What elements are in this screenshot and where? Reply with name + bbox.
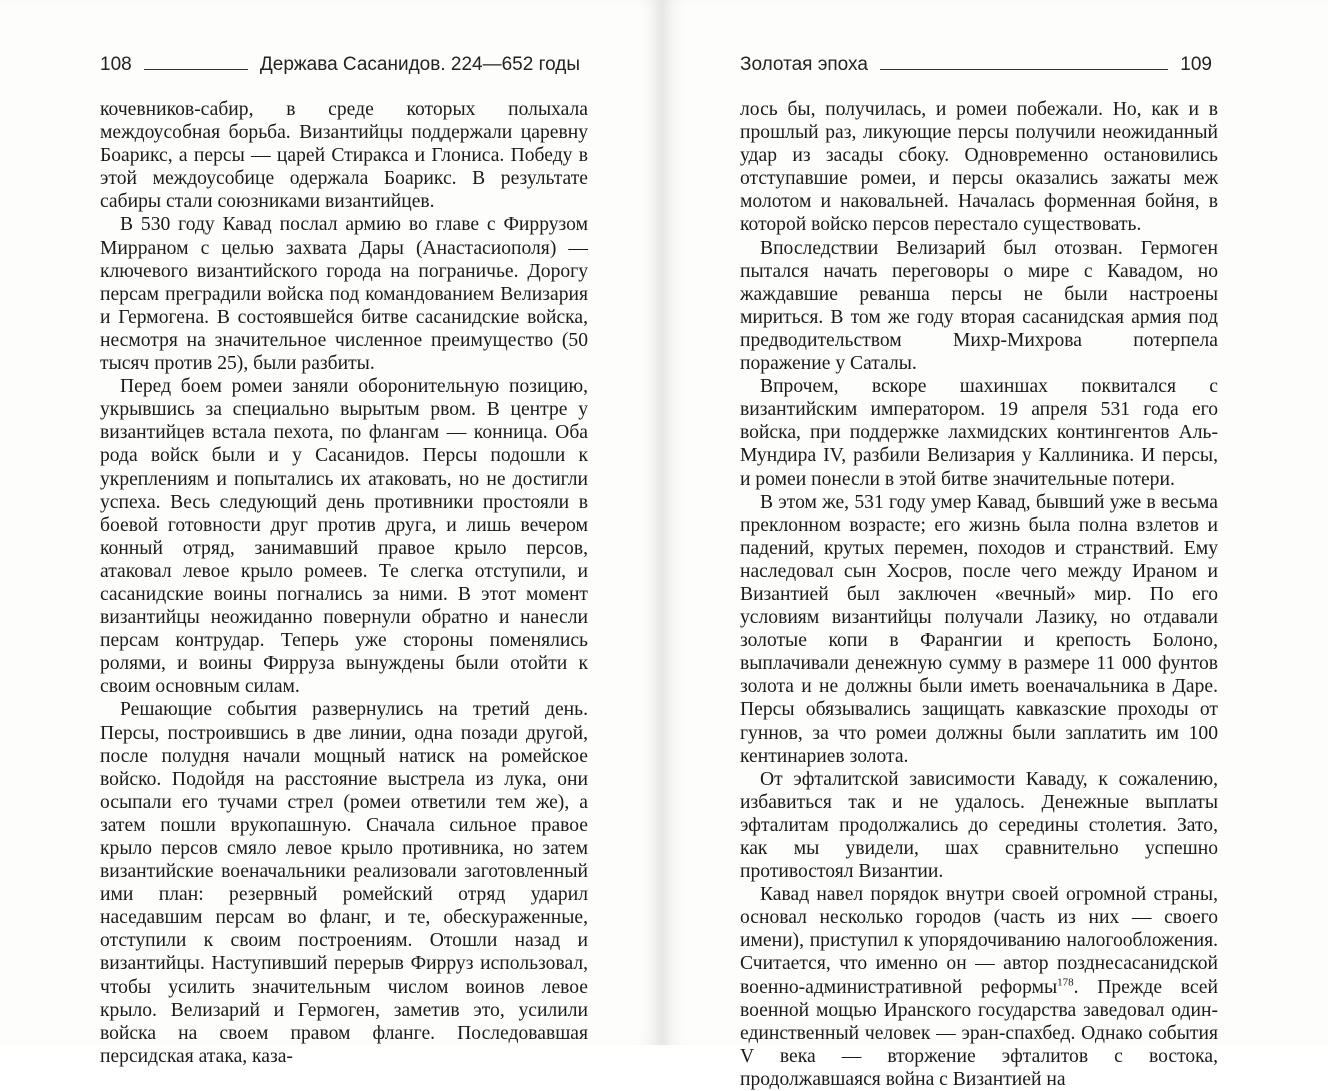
left-page [0, 0, 662, 1067]
paragraph: кочевников-сабир, в среде которых полыхала междоусобная борьба. Византийцы поддержали царевну Боарикс, а персы — царей Стиракса и Глониса. Победу в этой междоусобице одержала Боарикс. В результате сабиры стали союзниками византийцев. [100, 99, 588, 213]
right-page-header [740, 50, 1212, 76]
paragraph: Решающие события развернулись на третий день. Персы, построившись в две линии, одна позади другой, после полудня начали мощный натиск на ромейское войско. Подойдя на расстояние выстрела из лука, они осыпали его тучами стрел (ромеи ответили тем же), а затем пошли врукопашную. Сначала сильное правое крыло персов смяло левое крыло противника, но затем византийские военачальники реализовали заготовленный ими план: резервный ромейский отряд ударил наседавшим персам во фланг, и те, обескураженные, отступили к своим построениям. Отошли назад и византийцы. Наступивший перерыв Фирруз использовал, чтобы усилить значительным числом воинов левое крыло. Велизарий и Гермоген, заметив это, усилили войска на своем правом фланге. Последовавшая персидская атака, каза- [100, 699, 588, 1067]
right-page-number: 109 [1180, 54, 1212, 75]
header-rule [144, 69, 248, 70]
right-page-body [740, 98, 1218, 1091]
paragraph: В 530 году Кавад послал армию во главе с Фиррузом Мирраном с целью захвата Дары (Анастасиополя) — ключевого византийского города на пограничье. Дорогу персам преградили войска под командованием Велизария и Гермогена. В состоявшейся битве сасанидские войска, несмотря на значительное численное преимущество (50 тысяч против 25), были разбиты. [100, 214, 588, 375]
right-running-head: Золотая эпоха [740, 54, 868, 75]
paragraph: лось бы, получилась, и ромеи побежали. Но, как и в прошлый раз, ликующие персы получили неожиданный удар из засады сбоку. Одновременно остановились отступавшие ромеи, и персы оказались зажаты меж молотом и наковальней. Началась форменная бойня, в которой войско персов перестало существовать. [740, 99, 1218, 236]
paragraph: От эфталитской зависимости Каваду, к сожалению, избавиться так и не удалось. Денежные выплаты эфталитам продолжались до середины столетия. Зато, как мы увидели, шах сравнительно успешно противостоял Византии. [740, 768, 1218, 883]
paragraph: В этом же, 531 году умер Кавад, бывший уже в весьма преклонном возрасте; его жизнь была полна взлетов и падений, крутых перемен, походов и странствий. Ему наследовал сын Хосров, после чего между Ираном и Византией был заключен «вечный» мир. По его условиям византийцы получали Лазику, но отдавали золотые копи в Фарангии и крепость Болоно, выплачивали денежную сумму в размере 11 000 фунтов золота и не должны были иметь военачальника в Даре. Персы обязывались защищать кавказские проходы от гуннов, за что ромеи должны были заплатить им 100 кентинариев золота. [740, 491, 1218, 767]
footnote-reference[interactable]: 178 [1057, 976, 1074, 989]
header-rule [880, 69, 1168, 70]
paragraph: Впоследствии Велизарий был отозван. Гермоген пытался начать переговоры о мире с Кавадом, но жаждавшие реванша персы не были настроены мириться. В том же году вторая сасанидская армия под предводительством Михр-Михрова потерпела поражение у Саталы. [740, 237, 1218, 375]
right-page [662, 0, 1328, 1090]
left-page-header [100, 50, 580, 76]
paragraph-text: . Прежде всей военной мощью Иранского государства заведовал один-единственный человек — эран-спахбед. Однако события V века — вторжение эфталитов с востока, продолжавшаяся война с Византией на [740, 976, 1218, 1090]
left-running-head: Держава Сасанидов. 224—652 годы [259, 54, 580, 75]
paragraph: Впрочем, вскоре шахиншах поквитался с византийским императором. 19 апреля 531 года его войска, при поддержке лахмидских контингентов Аль-Мундира IV, разбили Велизария у Каллиника. И персы, и ромеи понесли в этой битве значительные потери. [740, 376, 1218, 490]
paragraph-text: Кавад навел порядок внутри своей огромной страны, основал несколько городов (часть из них — своего имени), приступил к упорядочиванию налогообложения. Считается, что именно он — автор позднесасанидской военно-административной реформы [740, 884, 1218, 998]
paragraph [740, 883, 1218, 1091]
paragraph: Перед боем ромеи заняли оборонительную позицию, укрывшись за специально вырытым рвом. В центре у византийцев встала пехота, по флангам — конница. Оба рода войск были и у Сасанидов. Персы подошли к укреплениям и попытались их атаковать, но не достигли успеха. Весь следующий день противники простояли в боевой готовности друг против друга, и лишь вечером конный отряд, занимавший правое крыло персов, атаковал левое крыло ромеев. Те слегка отступили, и сасанидские воины погнались за ними. В этот момент византийцы неожиданно повернули обратно и нанесли персам контрудар. Теперь уже стороны поменялись ролями, и воины Фирруза вынуждены были отойти к своим основным силам. [100, 376, 588, 698]
left-page-number: 108 [100, 54, 132, 75]
left-page-body [100, 98, 588, 1068]
